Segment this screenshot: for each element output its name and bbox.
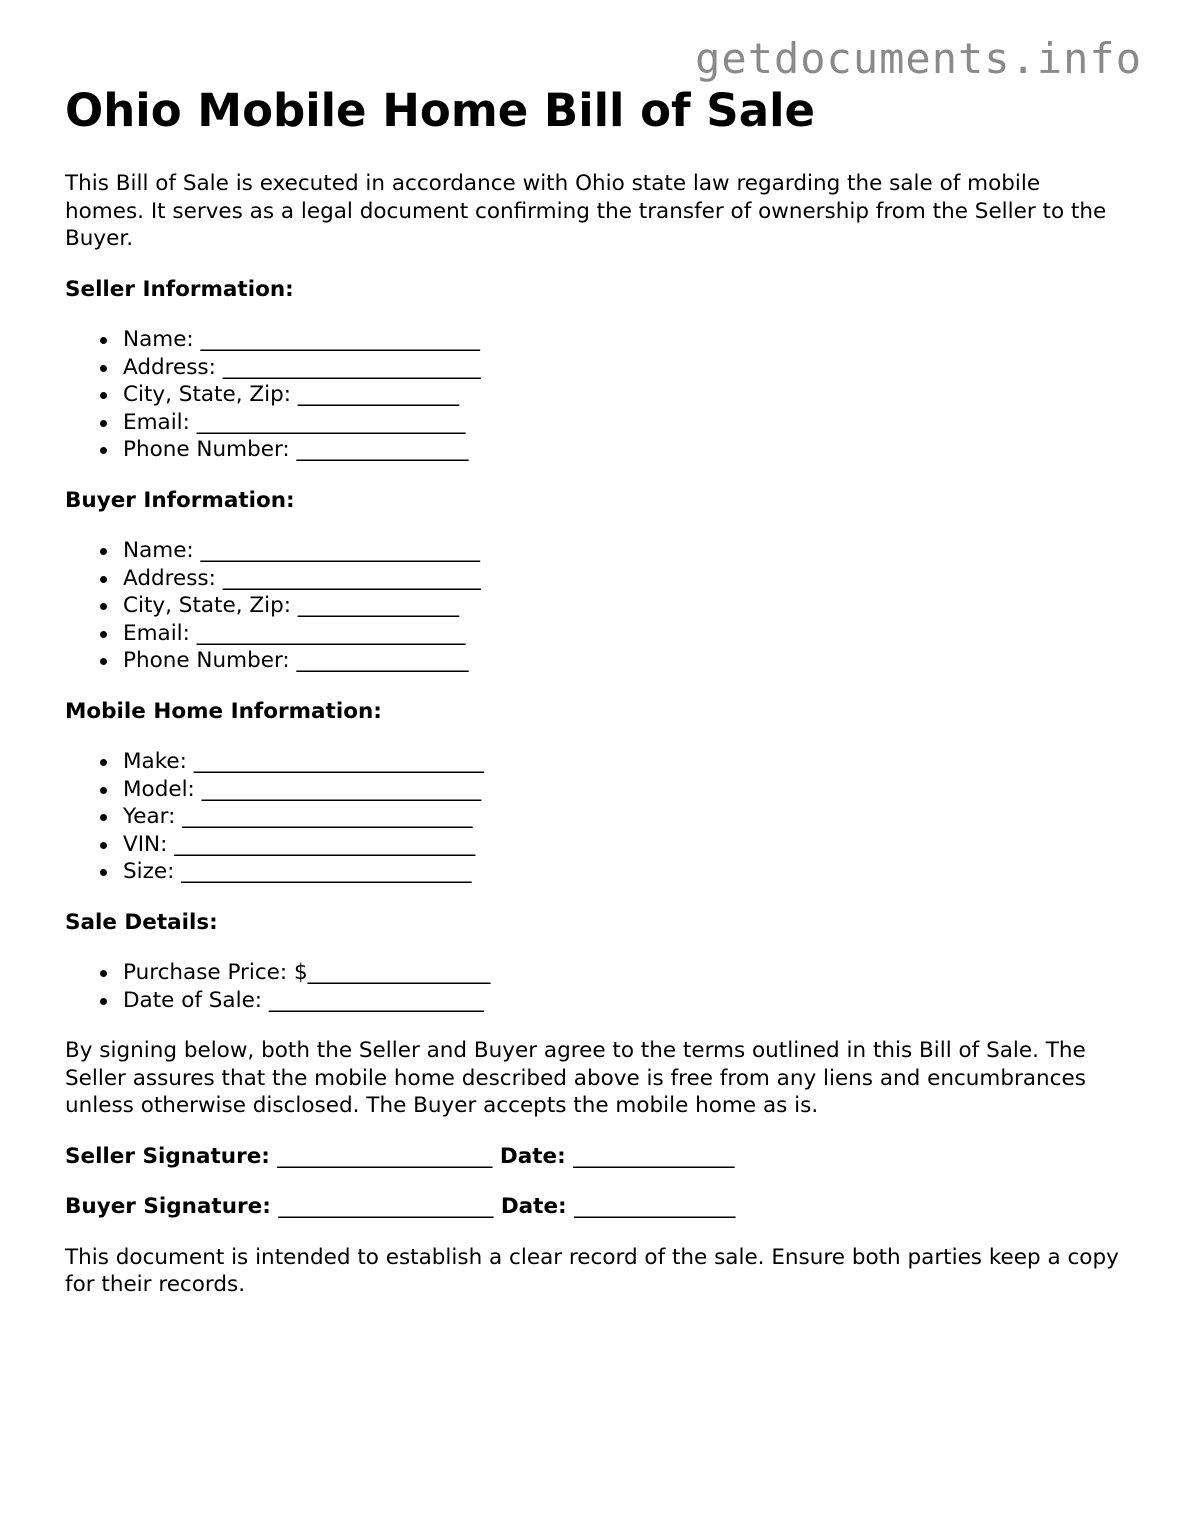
document-page bbox=[65, 84, 1125, 1299]
buyer-signature-line bbox=[65, 1193, 1125, 1221]
buyer-city-state-zip-field[interactable]: City, State, Zip: _______________ bbox=[123, 592, 1125, 620]
mobile-home-vin-field[interactable]: VIN: ____________________________ bbox=[123, 831, 1125, 859]
document-title: Ohio Mobile Home Bill of Sale bbox=[65, 84, 816, 137]
mobile-home-size-field[interactable]: Size: ___________________________ bbox=[123, 858, 1125, 886]
seller-signature-label: Seller Signature: bbox=[65, 1143, 270, 1169]
mobile-home-section-heading: Mobile Home Information: bbox=[65, 698, 382, 724]
sale-section-heading: Sale Details: bbox=[65, 909, 218, 935]
seller-date-blank[interactable]: _______________ bbox=[573, 1143, 735, 1169]
seller-address-field[interactable]: Address: ________________________ bbox=[123, 354, 1125, 382]
footer-note: This document is intended to establish a clear record of the sale. Ensure both parties keep a copy for their records. bbox=[65, 1244, 1119, 1297]
intro-paragraph: This Bill of Sale is executed in accordance with Ohio state law regarding the sale of mobile homes. It serves as a legal document confirming the transfer of ownership from the Seller to the Buyer. bbox=[65, 171, 1107, 251]
seller-signature-blank[interactable]: ____________________ bbox=[277, 1143, 493, 1169]
seller-date-label: Date: bbox=[499, 1143, 566, 1169]
buyer-name-field[interactable]: Name: __________________________ bbox=[123, 537, 1125, 565]
mobile-home-make-field[interactable]: Make: ___________________________ bbox=[123, 748, 1125, 776]
buyer-fields-list bbox=[65, 537, 1125, 675]
watermark: getdocuments.info bbox=[695, 34, 1142, 83]
buyer-email-field[interactable]: Email: _________________________ bbox=[123, 620, 1125, 648]
buyer-signature-blank[interactable]: ____________________ bbox=[278, 1194, 494, 1219]
mobile-home-model-field[interactable]: Model: __________________________ bbox=[123, 776, 1125, 804]
sale-fields-list bbox=[65, 959, 1125, 1014]
seller-section-heading: Seller Information: bbox=[65, 276, 294, 302]
seller-city-state-zip-field[interactable]: City, State, Zip: _______________ bbox=[123, 381, 1125, 409]
seller-email-field[interactable]: Email: _________________________ bbox=[123, 409, 1125, 437]
purchase-price-field[interactable]: Purchase Price: $_________________ bbox=[123, 959, 1125, 987]
seller-name-field[interactable]: Name: __________________________ bbox=[123, 326, 1125, 354]
seller-fields-list bbox=[65, 326, 1125, 464]
buyer-signature-label: Buyer Signature: bbox=[65, 1194, 271, 1219]
agreement-paragraph: By signing below, both the Seller and Buyer agree to the terms outlined in this Bill of Sale. The Seller assures that the mobile home described above is free from any liens and encumbrances unless otherwise disclosed. The Buyer accepts the mobile home as is. bbox=[65, 1038, 1086, 1118]
mobile-home-year-field[interactable]: Year: ___________________________ bbox=[123, 803, 1125, 831]
buyer-address-field[interactable]: Address: ________________________ bbox=[123, 565, 1125, 593]
buyer-date-label: Date: bbox=[500, 1194, 567, 1219]
seller-signature-line bbox=[65, 1143, 1125, 1171]
buyer-phone-field[interactable]: Phone Number: ________________ bbox=[123, 647, 1125, 675]
mobile-home-fields-list bbox=[65, 748, 1125, 886]
buyer-section-heading: Buyer Information: bbox=[65, 487, 295, 513]
buyer-date-blank[interactable]: _______________ bbox=[574, 1194, 736, 1219]
seller-phone-field[interactable]: Phone Number: ________________ bbox=[123, 436, 1125, 464]
date-of-sale-field[interactable]: Date of Sale: ____________________ bbox=[123, 987, 1125, 1015]
